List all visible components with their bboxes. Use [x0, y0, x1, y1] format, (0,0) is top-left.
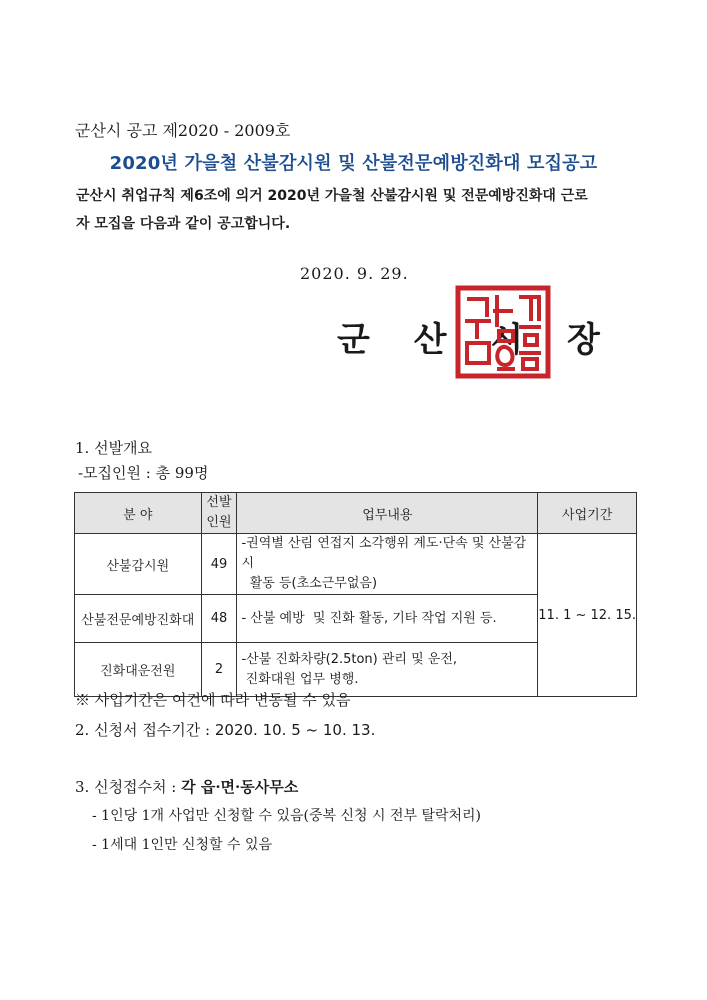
row-field: 산불감시원 [75, 534, 202, 595]
row-duty-line: -산불 진화차량(2.5ton) 관리 및 운전, [241, 651, 458, 667]
table-header-row [75, 493, 637, 534]
header-field: 분 야 [75, 493, 202, 534]
section-3-value: 각 읍·면·동사무소 [181, 778, 299, 796]
row-duty-line: 진화대원 업무 병행. [241, 671, 359, 687]
notice-date: 2020. 9. 29. [300, 264, 409, 283]
row-count: 48 [201, 595, 237, 643]
official-seal-icon [455, 285, 551, 379]
period-note: ※ 사업기간은 여건에 따라 변동될 수 있음 [75, 691, 351, 709]
section-1-heading: 1. 선발개요 [75, 439, 153, 457]
section-3 [75, 776, 298, 797]
row-count: 2 [201, 643, 237, 697]
business-period: 11. 1 ~ 12. 15. [538, 534, 637, 697]
header-duties: 업무내용 [237, 493, 538, 534]
section-2 [75, 719, 375, 740]
row-duty-line: 활동 등(초소근무없음) [241, 576, 378, 591]
recruit-total: -모집인원 : 총 99명 [78, 464, 209, 482]
section-3-item: - 1인당 1개 사업만 신청할 수 있음(중복 신청 시 전부 탈락처리) [92, 808, 482, 824]
section-3-item: - 1세대 1인만 신청할 수 있음 [92, 837, 273, 853]
header-count [201, 493, 237, 534]
header-period: 사업기간 [538, 493, 637, 534]
row-duties [237, 534, 538, 595]
table-row [75, 534, 637, 595]
row-field: 산불전문예방진화대 [75, 595, 202, 643]
row-field: 진화대운전원 [75, 643, 202, 697]
row-duty-line: -권역별 산림 연접지 소각행위 계도·단속 및 산불감시 [241, 536, 527, 571]
row-duty-line: - 산불 예방 및 진화 활동, 기타 작업 지원 등. [241, 610, 497, 626]
intro-line-1: 군산시 취업규칙 제6조에 의거 2020년 가을철 산불감시원 및 전문예방진화대 근로 [76, 188, 588, 204]
notice-number: 군산시 공고 제2020 - 2009호 [75, 121, 291, 140]
issuer-name: 군 산 시 장 [337, 320, 616, 360]
row-count: 49 [201, 534, 237, 595]
header-count-line-2: 인원 [206, 515, 232, 530]
section-2-label: 2. 신청서 접수기간 : [75, 721, 215, 739]
row-duties [237, 595, 538, 643]
notice-title: 2020년 가을철 산불감시원 및 산불전문예방진화대 모집공고 [109, 153, 598, 174]
selection-table [74, 492, 637, 697]
intro-line-2: 자 모집을 다음과 같이 공고합니다. [76, 216, 291, 232]
section-3-label: 3. 신청접수처 : [75, 778, 182, 796]
header-count-line-1: 선발 [206, 495, 232, 510]
section-2-value: 2020. 10. 5 ~ 10. 13. [214, 721, 376, 739]
